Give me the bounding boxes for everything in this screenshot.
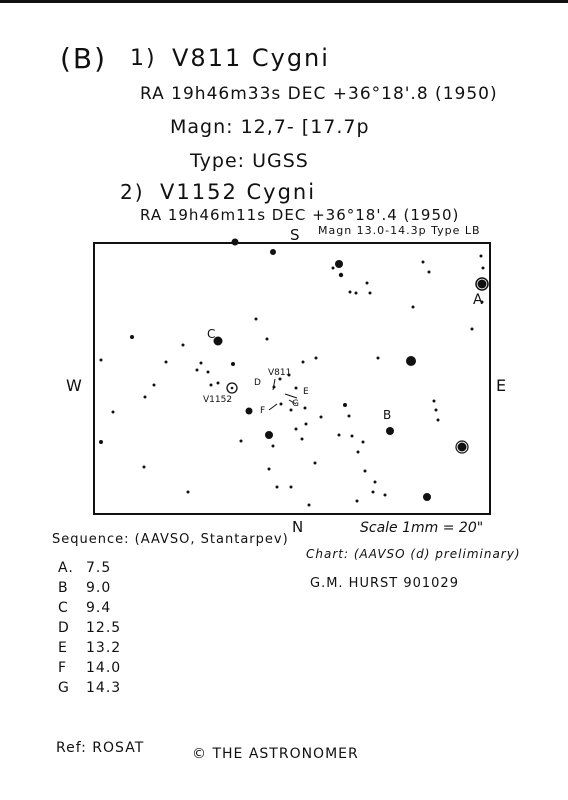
star-e-pointer-line (285, 394, 297, 398)
sequence-magnitude: 14.3 (86, 680, 122, 696)
star-dot (270, 249, 276, 255)
star-label-f: F (260, 406, 266, 416)
finder-chart-stars (93, 242, 491, 515)
sequence-row (58, 620, 121, 636)
star-dot (153, 384, 156, 387)
star-dot (412, 306, 415, 309)
reference: Ref: ROSAT (56, 740, 145, 756)
star-dot (343, 403, 347, 407)
item2-number: 2) (120, 180, 145, 204)
star-dot (272, 445, 275, 448)
star-dot (112, 411, 115, 414)
star-dot (374, 481, 377, 484)
sequence-row (58, 600, 111, 616)
star-dot (422, 261, 425, 264)
item2-coords: RA 19h46m11s DEC +36°18'.4 (1950) (140, 206, 460, 224)
star-dot (295, 387, 298, 390)
sequence-magnitude: 13.2 (86, 640, 122, 656)
star-dot (182, 344, 185, 347)
north-marker: N (292, 518, 304, 536)
sequence-row (58, 560, 111, 576)
sequence-letter: D (58, 620, 70, 636)
star-dot (338, 434, 341, 437)
sequence-row (58, 640, 121, 656)
star-dot (356, 500, 359, 503)
variable-label-v811: V811 (268, 368, 292, 378)
scale-label: Scale 1mm = 20" (360, 520, 484, 536)
star-dot (428, 271, 431, 274)
star-dot (364, 470, 367, 473)
sequence-row (58, 580, 111, 596)
star-dot (290, 486, 293, 489)
star-label-b: B (383, 408, 392, 422)
star-dot (433, 400, 436, 403)
sequence-row (58, 680, 121, 696)
south-marker: S (290, 226, 300, 244)
star-dot (372, 491, 375, 494)
star-dot (100, 359, 103, 362)
sequence-title: Sequence: (AAVSO, Stantarpev) (52, 532, 289, 547)
star-dot (339, 273, 343, 277)
star-dot (232, 239, 239, 246)
sequence-row (58, 660, 121, 676)
star-dot (348, 415, 351, 418)
star-dot (196, 369, 199, 372)
sequence-letter: A. (58, 560, 74, 576)
star-dot (268, 468, 271, 471)
top-border-line (0, 0, 568, 3)
sequence-magnitude: 7.5 (86, 560, 112, 576)
star-dot (362, 441, 365, 444)
star-label-e: E (303, 387, 309, 397)
item1-coords: RA 19h46m33s DEC +36°18'.8 (1950) (140, 84, 498, 104)
star-dot (246, 408, 253, 415)
star-dot (369, 292, 372, 295)
star-dot (349, 291, 352, 294)
sequence-letter: F (58, 660, 68, 676)
star-label-c: C (207, 327, 216, 341)
star-dot (377, 357, 380, 360)
star-dot (332, 267, 335, 270)
star-dot (386, 427, 394, 435)
star-label-g: G (292, 399, 299, 409)
item1-number: 1) (130, 46, 157, 71)
star-dot (210, 384, 213, 387)
item1-name: V811 Cygni (172, 44, 330, 72)
star-dot (99, 440, 103, 444)
star-dot (295, 428, 298, 431)
star-dot (255, 318, 258, 321)
chart-author: G.M. HURST 901029 (310, 576, 459, 591)
chart-source: Chart: (AAVSO (d) preliminary) (306, 547, 521, 561)
west-marker: W (66, 376, 82, 395)
star-label-d: D (254, 378, 261, 388)
star-dot (240, 440, 243, 443)
item2-name: V1152 Cygni (160, 180, 317, 204)
star-dot (384, 494, 387, 497)
star-dot (187, 491, 190, 494)
star-dot (280, 403, 283, 406)
star-dot (266, 338, 269, 341)
star-dot (144, 396, 147, 399)
star-dot (335, 260, 343, 268)
sequence-magnitude: 9.4 (86, 600, 112, 616)
star-dot (231, 362, 235, 366)
star-dot (301, 438, 304, 441)
star-dot (308, 504, 311, 507)
sequence-magnitude: 9.0 (86, 580, 112, 596)
star-dot (130, 335, 134, 339)
sequence-magnitude: 12.5 (86, 620, 122, 636)
star-dot (200, 362, 203, 365)
star-dot (423, 493, 431, 501)
star-dot (276, 486, 279, 489)
item2-magnitude: Magn 13.0-14.3p Type LB (318, 224, 481, 237)
star-dot (320, 416, 323, 419)
item1-magnitude: Magn: 12,7- [17.7p (170, 116, 370, 138)
star-dot (265, 431, 273, 439)
star-f-pointer-line (269, 404, 277, 410)
star-dot (437, 419, 440, 422)
item1-type: Type: UGSS (190, 150, 309, 172)
variable-label-v1152: V1152 (203, 395, 233, 405)
star-dot (478, 280, 487, 289)
sequence-letter: E (58, 640, 68, 656)
star-dot (351, 435, 354, 438)
sequence-letter: C (58, 600, 69, 616)
star-dot (406, 356, 416, 366)
star-dot (315, 357, 318, 360)
v1152-dot (231, 387, 234, 390)
star-dot (435, 409, 438, 412)
star-dot (458, 443, 467, 452)
star-dot (482, 267, 485, 270)
star-dot (304, 407, 307, 410)
star-dot (480, 255, 483, 258)
star-dot (165, 361, 168, 364)
star-dot (217, 382, 220, 385)
star-dot (366, 282, 369, 285)
plate-label: (B) (60, 42, 108, 75)
east-marker: E (496, 376, 507, 395)
star-dot (471, 328, 474, 331)
sequence-magnitude: 14.0 (86, 660, 122, 676)
star-dot (143, 466, 146, 469)
star-dot (357, 451, 360, 454)
star-dot (355, 292, 358, 295)
star-dot (302, 361, 305, 364)
copyright: © THE ASTRONOMER (192, 746, 359, 762)
star-dot (305, 423, 308, 426)
sequence-letter: G (58, 680, 70, 696)
sequence-letter: B (58, 580, 69, 596)
star-dot (207, 371, 210, 374)
star-dot (314, 462, 317, 465)
star-label-a: A (473, 292, 483, 308)
